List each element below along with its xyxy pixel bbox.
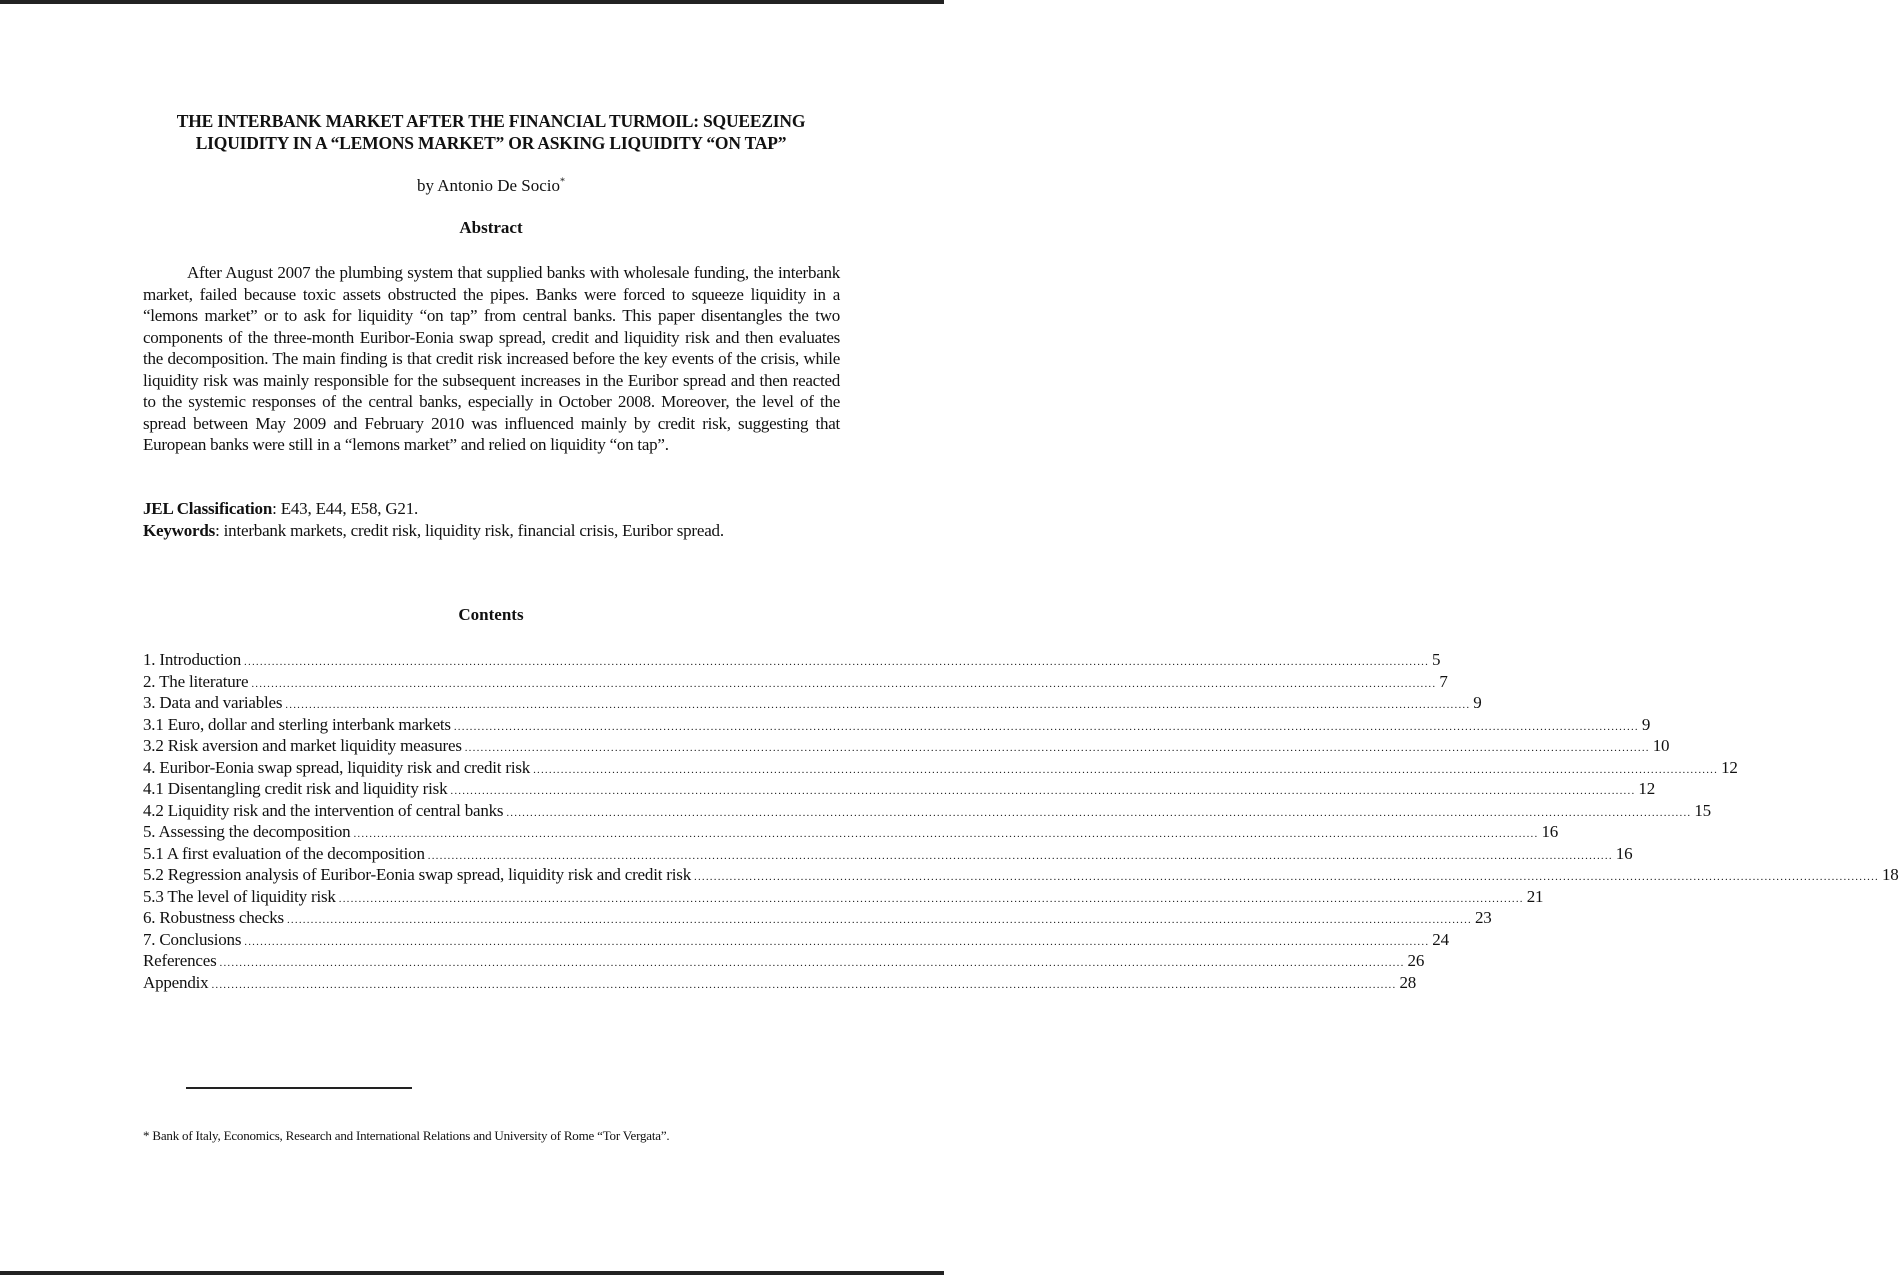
toc-entry-label: 4.2 Liquidity risk and the intervention of central banks [143, 800, 504, 820]
abstract-heading: Abstract [459, 218, 523, 237]
toc-entry-label: 5.2 Regression analysis of Euribor-Eonia swap spread, liquidity risk and credit risk [143, 865, 691, 884]
toc-entry[interactable] [143, 886, 1544, 908]
toc-entry[interactable] [143, 778, 1655, 800]
toc-entry[interactable] [143, 950, 1425, 972]
abstract-text: After August 2007 the plumbing system that supplied banks with wholesale funding, the interbank market, failed because toxic assets obstructed the pipes. Banks were forced to squeeze liquidity in a “lemons market” or to ask for liquidity “on tap” from central banks. This paper disentangles the two components of the three-month Euribor-Eonia swap spread, credit and liquidity risk and then evaluates the decomposition. The main finding is that credit risk increased before the key events of the crisis, while liquidity risk was mainly responsible for the subsequent increases in the Euribor spread and then reacted to the systemic responses of the central banks, especially in October 2008. Moreover, the level of the spread between May 2009 and February 2010 was influenced mainly by credit risk, suggesting that European banks were still in a “lemons market” and relied on liquidity “on tap”. [143, 263, 840, 454]
jel-classification [143, 498, 840, 520]
toc-entry-page: 18 [1882, 865, 1899, 884]
toc-leader-dots: ............................................................................................................................................................................................................................................................................................................ [533, 763, 1719, 776]
toc-entry[interactable] [143, 864, 1899, 886]
toc-entry-label: 5.1 A first evaluation of the decomposition [143, 843, 425, 863]
toc-entry-page: 9 [1473, 693, 1482, 712]
toc-leader-dots: ............................................................................................................................................................................................................................................................................................................ [244, 656, 1430, 668]
contents-heading: Contents [458, 605, 524, 624]
page-bottom-border [0, 1271, 944, 1275]
keywords [143, 520, 840, 542]
toc-entry-page: 28 [1399, 972, 1417, 992]
jel-label: JEL Classification [143, 499, 273, 518]
toc-entry-page: 21 [1526, 886, 1544, 906]
toc-entry[interactable] [143, 692, 1482, 714]
keywords-label: Keywords [143, 521, 216, 540]
author-byline [130, 176, 852, 196]
toc-entry-page: 12 [1721, 757, 1738, 777]
toc-leader-dots: ............................................................................................................................................................................................................................................................................................................ [427, 849, 1613, 862]
toc-entry[interactable] [143, 714, 1651, 736]
toc-entry-label: 5. Assessing the decomposition [143, 822, 351, 841]
toc-leader-dots: ............................................................................................................................................................................................................................................................................................................ [450, 785, 1636, 797]
toc-entry-label: 6. Robustness checks [143, 908, 284, 927]
toc-leader-dots: ............................................................................................................................................................................................................................................................................................................ [285, 699, 1471, 711]
toc-entry-page: 12 [1638, 779, 1655, 798]
toc-entry-label: 2. The literature [143, 671, 249, 691]
footnote-mark: * [560, 176, 566, 188]
toc-leader-dots: ............................................................................................................................................................................................................................................................................................................ [506, 806, 1692, 819]
toc-entry-page: 7 [1439, 671, 1448, 691]
toc-entry-label: 7. Conclusions [143, 929, 242, 949]
toc-entry-page: 15 [1694, 800, 1711, 820]
toc-leader-dots: ............................................................................................................................................................................................................................................................................................................ [694, 871, 1879, 883]
toc-leader-dots: ............................................................................................................................................................................................................................................................................................................ [211, 978, 1397, 991]
author-name: by Antonio De Socio [416, 176, 561, 195]
toc-entry-page: 16 [1541, 822, 1559, 841]
toc-entry-label: 4. Euribor-Eonia swap spread, liquidity risk and credit risk [143, 757, 531, 777]
toc-entry-label: References [143, 951, 217, 970]
toc-leader-dots: ............................................................................................................................................................................................................................................................................................................ [464, 742, 1650, 754]
toc-entry[interactable] [143, 821, 1559, 843]
toc-entry-page: 26 [1407, 951, 1425, 970]
footnote: * Bank of Italy, Economics, Research and International Relations and University of Rome “Tor Vergata”. [143, 1128, 670, 1143]
toc-leader-dots: ............................................................................................................................................................................................................................................................................................................ [353, 828, 1539, 840]
toc-entry-page: 23 [1474, 908, 1492, 927]
toc-entry-label: 3. Data and variables [143, 693, 283, 712]
toc-entry-label: 3.2 Risk aversion and market liquidity measures [143, 736, 462, 755]
toc-entry-label: 1. Introduction [143, 650, 242, 669]
toc-entry-page: 24 [1432, 929, 1449, 949]
toc-entry[interactable] [143, 671, 1448, 693]
toc-entry[interactable] [143, 907, 1492, 929]
toc-entry[interactable] [143, 757, 1738, 779]
footnote-separator [186, 1087, 412, 1089]
toc-leader-dots: ............................................................................................................................................................................................................................................................................................................ [286, 914, 1472, 926]
toc-entry[interactable] [143, 649, 1441, 671]
toc-entry[interactable] [143, 929, 1449, 951]
toc-entry[interactable] [143, 800, 1711, 822]
toc-leader-dots: ............................................................................................................................................................................................................................................................................................................ [244, 935, 1430, 948]
toc-entry-label: Appendix [143, 972, 209, 992]
keywords-value: : interbank markets, credit risk, liquidity risk, financial crisis, Euribor spread. [215, 521, 724, 540]
toc-leader-dots: ............................................................................................................................................................................................................................................................................................................ [219, 957, 1405, 969]
paper-title [130, 110, 852, 154]
toc-entry[interactable] [143, 843, 1633, 865]
toc-entry-label: 5.3 The level of liquidity risk [143, 886, 336, 906]
title-line-1: THE INTERBANK MARKET AFTER THE FINANCIAL TURMOIL: SQUEEZING [176, 111, 806, 131]
toc-leader-dots: ............................................................................................................................................................................................................................................................................................................ [338, 892, 1524, 905]
toc-leader-dots: ............................................................................................................................................................................................................................................................................................................ [453, 720, 1639, 733]
toc-entry[interactable] [143, 735, 1670, 757]
jel-value: : E43, E44, E58, G21. [272, 499, 419, 518]
toc-entry[interactable] [143, 972, 1417, 994]
toc-entry-page: 9 [1641, 714, 1651, 734]
page-top-border [0, 0, 944, 4]
toc-entry-page: 10 [1652, 736, 1670, 755]
toc-entry-page: 16 [1615, 843, 1633, 863]
title-line-2: LIQUIDITY IN A “LEMONS MARKET” OR ASKING LIQUIDITY “ON TAP” [195, 133, 787, 153]
toc-leader-dots: ............................................................................................................................................................................................................................................................................................................ [251, 677, 1437, 690]
toc-entry-label: 3.1 Euro, dollar and sterling interbank markets [143, 714, 451, 734]
toc-entry-page: 5 [1432, 650, 1441, 669]
table-of-contents [143, 649, 1899, 993]
toc-entry-label: 4.1 Disentangling credit risk and liquidity risk [143, 779, 448, 798]
